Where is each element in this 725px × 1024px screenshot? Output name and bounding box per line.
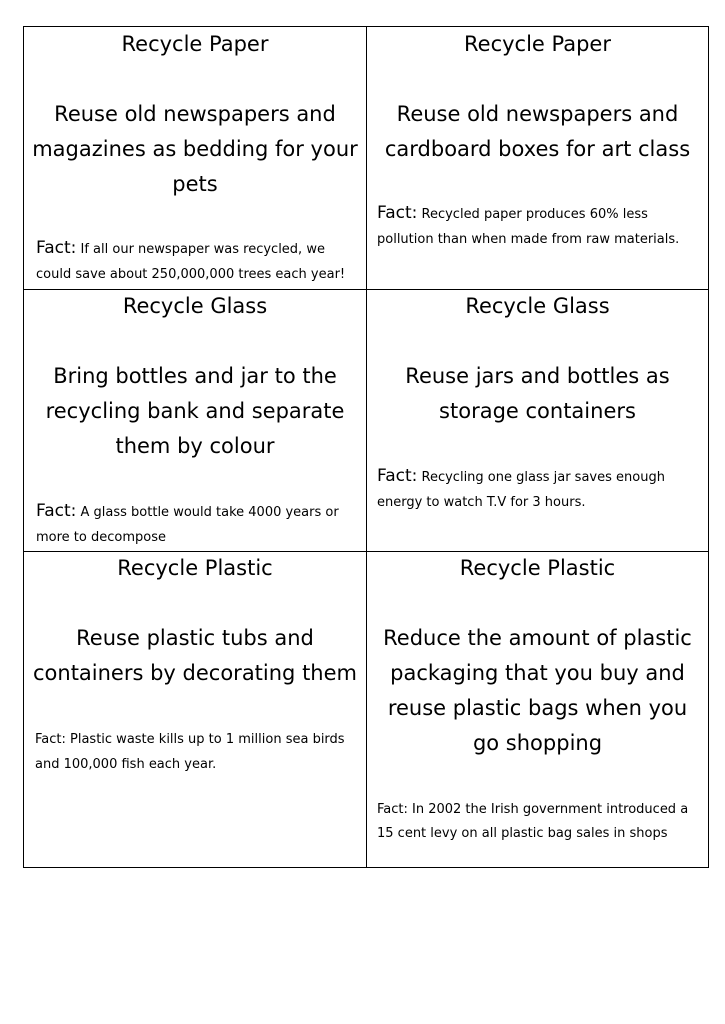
card-tip: Bring bottles and jar to the recycling bank and separate them by colour [45,364,345,458]
card-title: Recycle Glass [465,294,610,318]
fact-text: Fact: Plastic waste kills up to 1 million sea birds and 100,000 fish each year. [35,732,345,772]
card-title: Recycle Paper [121,32,269,56]
fact-text: If all our newspaper was recycled, we could save about 250,000,000 trees each year! [36,242,346,282]
card-plastic-packaging [367,552,708,867]
fact-label: Fact: [377,203,418,223]
card-title: Recycle Plastic [117,556,273,580]
fact-label: Fact: [36,501,77,521]
card-tip: Reuse jars and bottles as storage containers [405,364,670,423]
fact-text: Fact: In 2002 the Irish government introduced a 15 cent levy on all plastic bag sales in shops [377,802,689,841]
card-glass-storage [367,290,708,551]
card-plastic-tubs [24,552,366,867]
card-fact [36,236,360,287]
card-title: Recycle Paper [464,32,611,56]
fact-label: Fact: [36,238,77,258]
card-fact [36,499,360,550]
fact-text: A glass bottle would take 4000 years or more to decompose [36,505,339,545]
card-paper-art [367,27,708,289]
card-title: Recycle Glass [122,294,268,318]
card-paper-bedding [24,27,366,289]
fact-label: Fact: [377,466,418,486]
card-fact [377,201,702,252]
card-fact [377,796,702,846]
card-fact [35,726,360,777]
fact-text: Recycling one glass jar saves enough energy to watch T.V for 3 hours. [377,470,665,510]
card-tip: Reuse old newspapers and cardboard boxes for art class [384,102,691,161]
card-tip: Reduce the amount of plastic packaging that you buy and reuse plastic bags when you go shopping [383,626,692,755]
fact-text: Recycled paper produces 60% less pollution than when made from raw materials. [377,207,680,247]
card-fact [377,464,702,515]
card-tip: Reuse plastic tubs and containers by decorating them [32,626,357,685]
card-title: Recycle Plastic [459,556,616,580]
card-tip: Reuse old newspapers and magazines as bedding for your pets [32,102,358,196]
card-glass-bank [24,290,366,551]
